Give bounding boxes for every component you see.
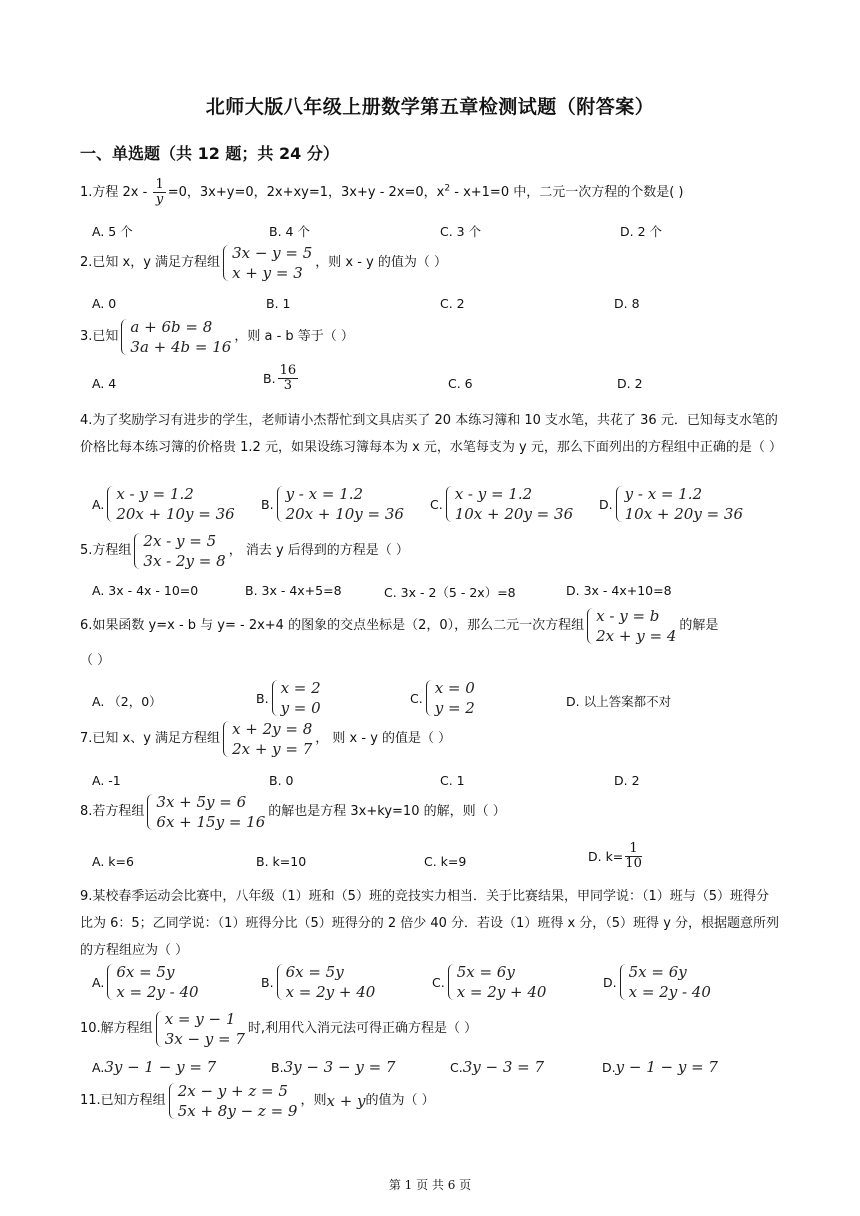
question-9: 9.某校春季运动会比赛中，八年级（1）班和（5）班的竞技实力相当．关于比赛结果，甲同学说：（1）班与（5）班得分比为 6：5；乙同学说：（1）班得分比（5）班得分的 2 倍少 40 分．若设（1）班得 x 分，（5）班得 y 分，根据题意所列的方程组应为（ ） — [80, 889, 780, 958]
question-11 — [80, 1081, 435, 1121]
q2-option-b: B. 1 — [266, 296, 291, 311]
q5-eq1: 2x - y = 5 — [143, 532, 217, 550]
q1-text-part3: - x+1=0 中，二元一次方程的个数是( ) — [450, 185, 684, 200]
q7-text-post: ， 则 x - y 的值是（ ） — [315, 731, 452, 746]
q2-equation-system — [223, 243, 312, 283]
q6-c-eq1: x = 0 — [434, 679, 475, 697]
question-10 — [80, 1009, 477, 1049]
q3-eq1: a + 6b = 8 — [130, 318, 213, 336]
q7-option-c: C. 1 — [440, 773, 465, 788]
q4-option-a-label: A. — [92, 496, 105, 512]
q6-option-c — [410, 678, 478, 718]
q7-option-d: D. 2 — [614, 773, 640, 788]
q4-b-eq2: 20x + 10y = 36 — [285, 505, 404, 523]
q7-eq1: x + 2y = 8 — [232, 720, 313, 738]
page-footer: 第 1 页 共 6 页 — [388, 1178, 472, 1192]
q5-option-a: A. 3x - 4x - 10=0 — [92, 583, 199, 598]
q3-b-den: 3 — [283, 378, 292, 393]
question-8 — [80, 792, 506, 832]
q1-option-d: D. 2 个 — [620, 224, 662, 239]
q8-equation-system — [147, 792, 265, 832]
q7-option-b: B. 0 — [269, 773, 294, 788]
q4-option-d — [599, 484, 746, 524]
q4-option-d-label: D. — [599, 496, 613, 512]
q5-option-d: D. 3x - 4x+10=8 — [566, 583, 672, 598]
question-7 — [80, 719, 451, 759]
q4-option-b-label: B. — [261, 496, 274, 512]
q7-text-pre: 7.已知 x、y 满足方程组 — [80, 731, 221, 746]
q9-b-eq1: 6x = 5y — [285, 963, 344, 981]
q1-option-b: B. 4 个 — [269, 224, 310, 239]
q10-option-c — [450, 1058, 544, 1076]
q1-option-a: A. 5 个 — [92, 224, 133, 239]
q4-option-c-system — [446, 484, 573, 524]
q4-b-eq1: y - x = 1.2 — [285, 485, 364, 503]
q5-equation-system — [134, 531, 225, 571]
q1-fraction — [153, 178, 165, 207]
q10-eq1: x = y − 1 — [164, 1010, 236, 1028]
q6-eq2: 2x + y = 4 — [596, 627, 677, 645]
q10-text-pre: 10.解方程组 — [80, 1021, 153, 1036]
q1-frac-den: y — [155, 192, 164, 207]
q9-option-c-label: C. — [432, 974, 445, 990]
q11-text-mid: ，则 — [300, 1093, 327, 1108]
q2-option-c: C. 2 — [440, 296, 465, 311]
q10-option-b — [271, 1058, 395, 1076]
q8-text-pre: 8.若方程组 — [80, 804, 145, 819]
q6-text-line2: （ ） — [80, 653, 111, 668]
q4-a-eq2: 20x + 10y = 36 — [116, 505, 235, 523]
q3-option-a: A. 4 — [92, 376, 117, 391]
q3-text-post: ，则 a - b 等于（ ） — [234, 329, 354, 344]
q3-eq2: 3a + 4b = 16 — [130, 338, 232, 356]
question-6 — [80, 606, 718, 646]
q6-option-b-system — [272, 678, 321, 718]
q9-option-d-label: D. — [603, 974, 617, 990]
q4-option-b-system — [277, 484, 404, 524]
q4-option-a-system — [107, 484, 234, 524]
q3-b-num: 16 — [279, 363, 297, 378]
q6-text-post: 的解是 — [679, 618, 719, 633]
q9-d-eq1: 5x = 6y — [628, 963, 687, 981]
q1-text-part1: 1.方程 2x - — [80, 185, 148, 200]
section-heading: 一、单选题（共 12 题；共 24 分） — [80, 144, 339, 163]
q6-option-a: A. （2，0） — [92, 694, 162, 709]
q11-eq1: 2x − y + z = 5 — [177, 1082, 288, 1100]
q1-text-part2: =0，3x+y=0，2x+xy=1，3x+y - 2x=0，x — [167, 185, 445, 200]
q6-b-eq1: x = 2 — [280, 679, 321, 697]
q9-option-b-label: B. — [261, 974, 274, 990]
q8-option-d-fraction — [625, 842, 642, 871]
q10-option-d-math: y − 1 − y = 7 — [615, 1058, 718, 1076]
q3-option-b-fraction — [278, 364, 299, 393]
q11-text-pre: 11.已知方程组 — [80, 1093, 166, 1108]
q11-text-post: 的值为（ ） — [365, 1093, 435, 1108]
q8-option-b: B. k=10 — [256, 854, 307, 869]
q6-option-c-label: C. — [410, 690, 423, 706]
q10-option-a-math: 3y − 1 − y = 7 — [104, 1058, 217, 1076]
q6-option-b — [256, 678, 324, 718]
q2-eq1: 3x − y = 5 — [232, 244, 313, 262]
q8-eq2: 6x + 15y = 16 — [156, 813, 266, 831]
q10-equation-system — [156, 1009, 245, 1049]
q5-option-c: C. 3x - 2（5 - 2x）=8 — [384, 585, 516, 600]
q9-option-a-system — [107, 962, 198, 1002]
q10-option-d — [602, 1058, 718, 1076]
q9-option-a-label: A. — [92, 974, 105, 990]
q4-option-d-system — [616, 484, 743, 524]
q10-text-post: 时,利用代入消元法可得正确方程是（ ） — [247, 1021, 478, 1036]
q3-option-d: D. 2 — [617, 376, 643, 391]
q11-math: x + y — [326, 1092, 366, 1110]
q6-option-b-label: B. — [256, 690, 269, 706]
q8-option-d — [588, 842, 644, 871]
q9-option-b — [261, 962, 378, 1002]
q1-option-c: C. 3 个 — [440, 224, 482, 239]
q5-text-post: ， 消去 y 后得到的方程是（ ） — [228, 543, 409, 558]
q3-equation-system — [121, 317, 231, 357]
q8-option-a: A. k=6 — [92, 854, 134, 869]
q6-eq1: x - y = b — [596, 607, 660, 625]
q10-eq2: 3x − y = 7 — [164, 1030, 245, 1048]
q2-option-d: D. 8 — [614, 296, 640, 311]
question-4: 4.为了奖励学习有进步的学生，老师请小杰帮忙到文具店买了 20 本练习簿和 10 支水笔，共花了 36 元．已知每支水笔的价格比每本练习簿的价格贵 1.2 元，如果设练习簿每本为 x 元，水笔每支为 y 元，那么下面列出的方程组中正确的是（ ） — [80, 413, 782, 455]
q10-option-a-label: A. — [92, 1060, 105, 1075]
q1-superscript: 2 — [444, 183, 451, 194]
q9-c-eq2: x = 2y + 40 — [456, 983, 547, 1001]
q6-option-c-system — [426, 678, 475, 718]
q10-option-a — [92, 1058, 216, 1076]
q8-option-c: C. k=9 — [424, 854, 467, 869]
q3-option-c: C. 6 — [448, 376, 473, 391]
q5-eq2: 3x - 2y = 8 — [143, 552, 226, 570]
q8-option-d-label: D. k= — [588, 849, 624, 864]
q8-d-num: 1 — [625, 842, 642, 857]
page-title: 北师大版八年级上册数学第五章检测试题（附答案） — [205, 96, 655, 118]
q11-equation-system — [169, 1081, 298, 1121]
question-1 — [80, 178, 684, 207]
q3-option-b — [263, 364, 300, 393]
q6-option-d: D. 以上答案都不对 — [566, 694, 672, 709]
q4-d-eq1: y - x = 1.2 — [624, 485, 703, 503]
q9-option-a — [92, 962, 202, 1002]
q4-option-a — [92, 484, 238, 524]
q4-c-eq2: 10x + 20y = 36 — [454, 505, 574, 523]
question-5 — [80, 531, 409, 571]
q4-a-eq1: x - y = 1.2 — [116, 485, 194, 503]
q10-option-c-math: 3y − 3 = 7 — [462, 1058, 545, 1076]
q9-b-eq2: x = 2y + 40 — [285, 983, 376, 1001]
q9-option-c — [432, 962, 549, 1002]
q10-option-c-label: C. — [450, 1060, 463, 1075]
q10-option-b-math: 3y − 3 − y = 7 — [283, 1058, 396, 1076]
q4-option-b — [261, 484, 407, 524]
q4-c-eq1: x - y = 1.2 — [454, 485, 533, 503]
q7-option-a: A. -1 — [92, 773, 121, 788]
q7-eq2: 2x + y = 7 — [232, 740, 313, 758]
q6-text-pre: 6.如果函数 y=x - b 与 y= - 2x+4 的图象的交点坐标是（2，0），那么二元一次方程组 — [80, 618, 585, 633]
q9-d-eq2: x = 2y - 40 — [628, 983, 711, 1001]
q9-a-eq2: x = 2y - 40 — [116, 983, 199, 1001]
q6-c-eq2: y = 2 — [434, 699, 475, 717]
q8-text-post: 的解也是方程 3x+ky=10 的解，则（ ） — [268, 804, 506, 819]
q3-option-b-label: B. — [263, 371, 276, 386]
q2-option-a: A. 0 — [92, 296, 117, 311]
q1-frac-num: 1 — [155, 177, 164, 192]
q7-equation-system — [223, 719, 312, 759]
q4-option-c-label: C. — [430, 496, 443, 512]
q5-option-b: B. 3x - 4x+5=8 — [245, 583, 342, 598]
q2-eq2: x + y = 3 — [232, 264, 303, 282]
q8-d-den: 10 — [625, 856, 642, 871]
q10-option-b-label: B. — [271, 1060, 284, 1075]
q2-text-post: ，则 x - y 的值为（ ） — [315, 255, 448, 270]
q4-d-eq2: 10x + 20y = 36 — [624, 505, 744, 523]
q3-text-pre: 3.已知 — [80, 329, 119, 344]
q9-a-eq1: 6x = 5y — [116, 963, 175, 981]
question-3 — [80, 317, 354, 357]
q11-eq2: 5x + 8y − z = 9 — [177, 1102, 298, 1120]
q6-equation-system — [587, 606, 676, 646]
q2-text-pre: 2.已知 x，y 满足方程组 — [80, 255, 221, 270]
q4-option-c — [430, 484, 576, 524]
q9-option-d-system — [620, 962, 711, 1002]
q6-b-eq2: y = 0 — [280, 699, 321, 717]
question-2 — [80, 243, 447, 283]
q8-eq1: 3x + 5y = 6 — [156, 793, 247, 811]
q10-option-d-label: D. — [602, 1060, 616, 1075]
q9-option-b-system — [277, 962, 376, 1002]
q9-option-d — [603, 962, 714, 1002]
q5-text-pre: 5.方程组 — [80, 543, 132, 558]
q9-c-eq1: 5x = 6y — [456, 963, 515, 981]
q9-option-c-system — [448, 962, 547, 1002]
